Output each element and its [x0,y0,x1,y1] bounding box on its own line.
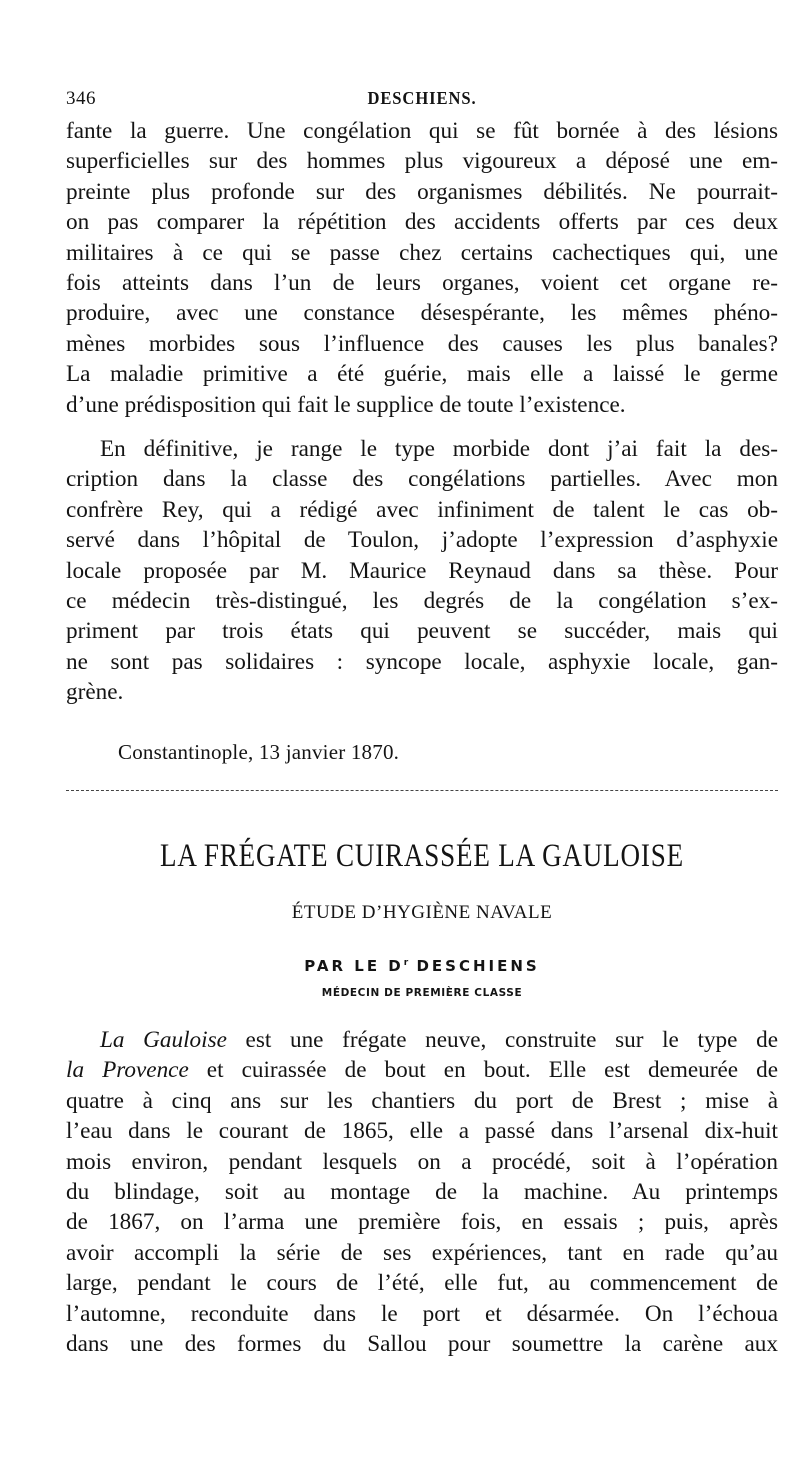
place-date-signoff: Constantinople, 13 janvier 1870. [118,740,400,764]
text-line: fois atteints dans l’un de leurs organes, voient cet organe re- [66,270,778,297]
author-rank: MÉDECIN DE PREMIÈRE CLASSE [321,987,523,999]
text-line: du blindage, soit au montage de la machine. Au printemps [66,1179,778,1206]
text-line: avoir accompli la série de ses expériences, tant en rade qu’au [66,1239,778,1266]
running-head [66,88,778,112]
text-line: l’eau dans le courant de 1865, elle a passé dans l’arsenal dix-huit [66,1118,778,1145]
byline-superscript: r [403,958,409,968]
ship-name-italic: la Provence [66,1057,189,1084]
text-line: dans une des formes du Sallou pour soumettre la carène aux [66,1331,778,1358]
author-byline [66,957,778,975]
page-number: 346 [66,88,96,109]
text-line: locale proposée par M. Maurice Reynaud dans sa thèse. Pour [66,557,778,584]
text-line: confrère Rey, qui a rédigé avec infiniment de talent le cas ob- [66,496,778,523]
article-paragraph-1 [66,1025,778,1359]
text-line [66,1025,778,1055]
text-line: mois environ, pendant lesquels on a procédé, soit à l’opération [66,1148,778,1175]
text-line: servé dans l’hôpital de Toulon, j’adopte l’expression d’asphyxie [66,527,778,554]
text-span: est une frégate neuve, construite sur le type de [226,1027,778,1053]
text-line: de 1867, on l’arma une première fois, en essais ; puis, après [66,1209,778,1236]
ship-name-italic: La Gauloise [100,1027,227,1053]
text-line: mènes morbides sous l’influence des causes les plus banales? [66,330,778,357]
text-line: ne sont pas solidaires : syncope locale, asphyxie locale, gan- [66,648,778,675]
text-line: large, pendant le cours de l’été, elle fut, au commencement de [66,1270,778,1297]
previous-article-paragraph-1 [66,116,778,420]
text-line: preinte plus profonde sur des organismes débilités. Ne pourrait- [66,178,778,205]
text-line: superficielles sur des hommes plus vigoureux a déposé une em- [66,148,778,175]
article-subtitle: ÉTUDE D’HYGIÈNE NAVALE [291,902,553,923]
text-line: l’automne, reconduite dans le port et désarmée. On l’échoua [66,1300,778,1327]
text-line: En définitive, je range le type morbide dont j’ai fait la des- [100,436,778,462]
text-line: d’une prédisposition qui fait le supplice de toute l’existence. [66,391,626,418]
section-divider [66,790,778,791]
text-line: quatre à cinq ans sur les chantiers du port de Brest ; mise à [66,1087,778,1114]
text-line: priment par trois états qui peuvent se succéder, mais qui [66,618,778,645]
text-line: produire, avec une constance désespérante, les mêmes phéno- [66,300,778,327]
text-line: militaires à ce qui se passe chez certains cachectiques qui, une [66,239,778,266]
byline-author-name: DESCHIENS [408,957,540,975]
text-span: et cuirassée de bout en bout. Elle est demeurée de [188,1057,778,1084]
byline-prefix: PAR LE D [304,957,404,975]
text-line: on pas comparer la répétition des accidents offerts par ces deux [66,209,778,236]
running-title: DESCHIENS. [367,88,477,108]
text-line: fante la guerre. Une congélation qui se fût bornée à des lésions [66,118,778,144]
text-line: cription dans la classe des congélations partielles. Avec mon [66,466,778,493]
text-line: ce médecin très-distingué, les degrés de la congélation s’ex- [66,588,778,615]
text-line [66,1055,778,1085]
text-line: grène. [66,679,124,706]
previous-article-paragraph-2 [66,434,778,708]
text-line: La maladie primitive a été guérie, mais elle a laissé le germe [66,361,778,388]
article-title: LA FRÉGATE CUIRASSÉE LA GAULOISE [160,838,684,874]
